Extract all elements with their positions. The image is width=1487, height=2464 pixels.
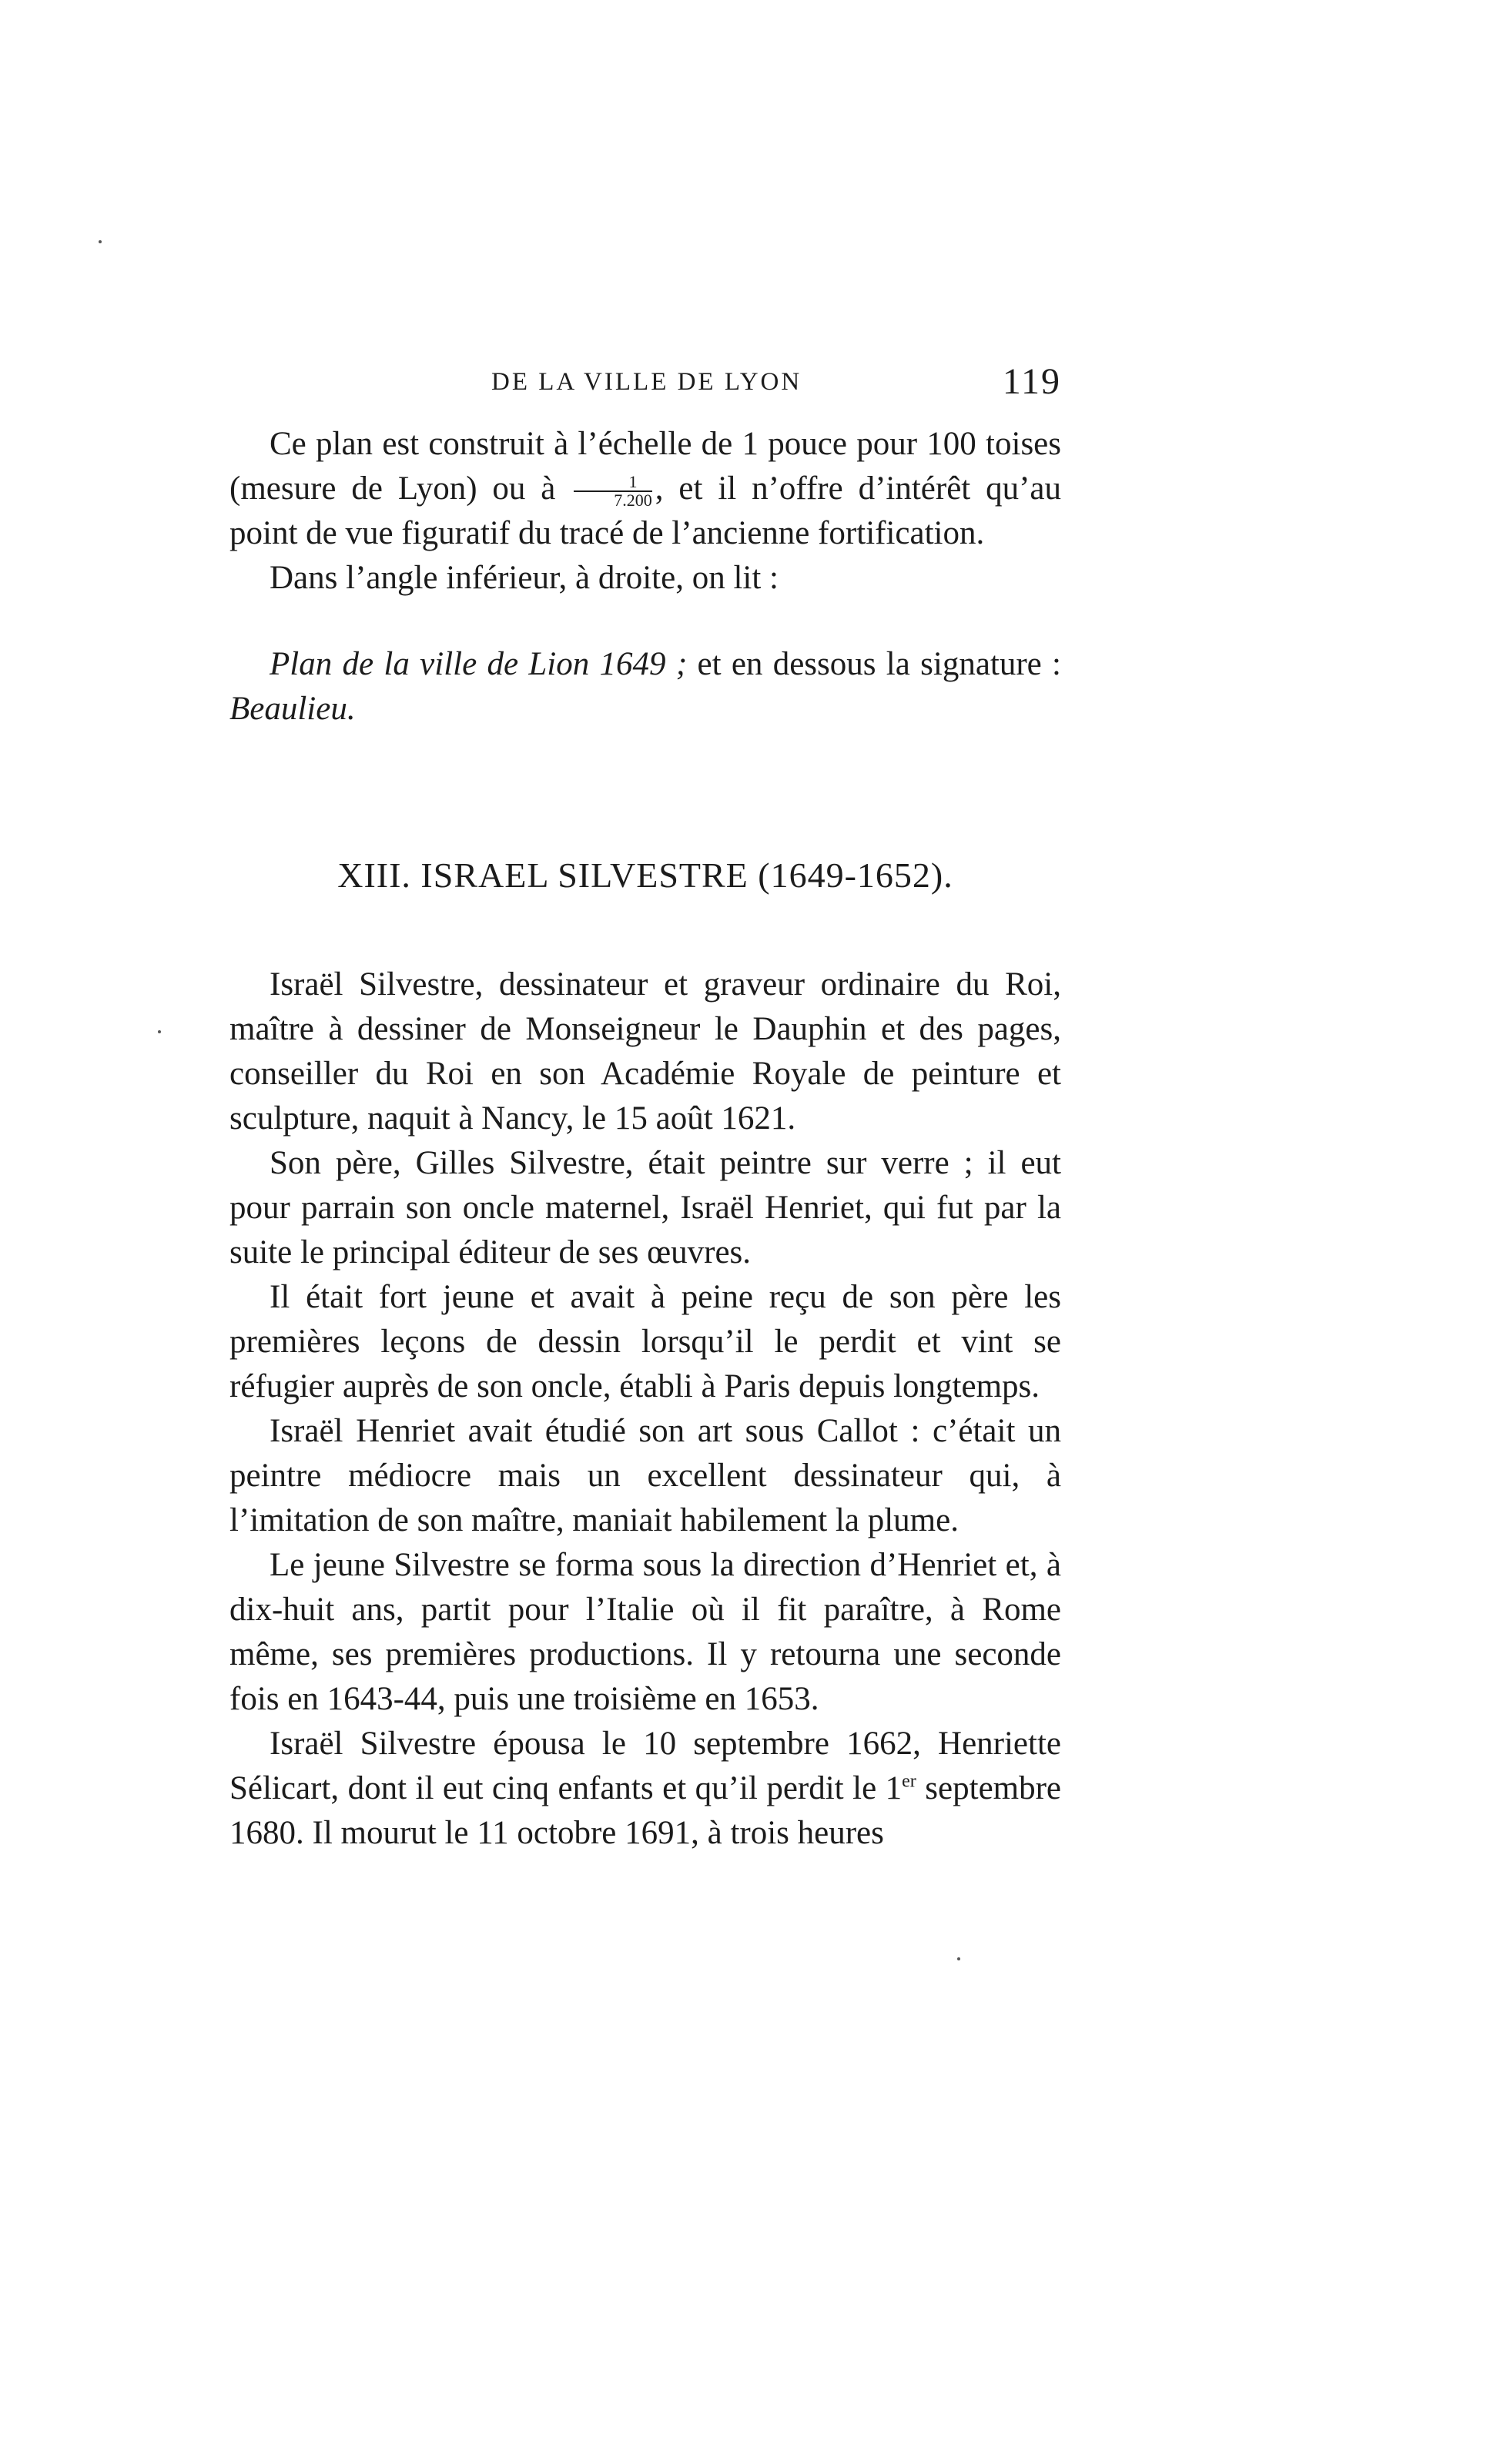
- paragraph: Israël Silvestre, dessinateur et graveur ordinaire du Roi, maître à dessiner de Monseigneur le Dauphin et des pages, conseiller du Roi en son Académie Royale de peinture et sculpture, naquit à Nancy, le 15 août 1621.: [229, 966, 1061, 1137]
- section-title: XIII. ISRAEL SILVESTRE (1649-1652).: [337, 855, 953, 895]
- paragraph-text: et en dessous la signature :: [697, 646, 1062, 682]
- paragraph: [229, 1722, 1061, 1856]
- italic-year: 1649 ;: [599, 646, 688, 682]
- fraction-denominator: 7.200: [614, 490, 652, 511]
- superscript: er: [902, 1771, 916, 1792]
- quoted-inscription: [229, 642, 1061, 732]
- paragraph: Il était fort jeune et avait à peine reçu de son père les premières leçons de dessin lorsqu’il le perdit et vint se réfugier auprès de son oncle, établi à Paris depuis longtemps.: [229, 1279, 1061, 1404]
- paragraph: [229, 422, 1061, 556]
- paragraph-text: Ce plan est construit à l’échelle de 1 pouce pour 100 toises (mesure de Lyon) ou à: [229, 426, 1061, 507]
- fraction-numerator: 1: [574, 474, 652, 492]
- page-header: [229, 360, 1061, 407]
- paragraph: Le jeune Silvestre se forma sous la direction d’Henriet et, à dix-huit ans, partit pour l’Italie où il fit paraître, à Rome même, ses premières productions. Il y retourna une seconde fois en 1643-44, puis une troisième en 1653.: [229, 1547, 1061, 1717]
- body-paragraphs: [229, 962, 1061, 1856]
- scale-fraction: [574, 474, 652, 509]
- italic-plan-title: Plan de la ville de Lion: [270, 646, 590, 682]
- intro-paragraphs: [229, 422, 1061, 601]
- paper-speck: [957, 1957, 960, 1960]
- paper-speck: [99, 240, 102, 243]
- paragraph-text: Israël Silvestre épousa le 10 septembre 1662, Henriette Sélicart, dont il eut cinq enfants et qu’il perdit le 1: [229, 1726, 1061, 1806]
- paragraph: Israël Henriet avait étudié son art sous Callot : c’était un peintre médiocre mais un excellent dessinateur qui, à l’imitation de son maître, maniait habilement la plume.: [229, 1413, 1061, 1538]
- signature-name: Beaulieu.: [229, 691, 356, 727]
- paper-speck: [158, 1030, 161, 1033]
- running-title: DE LA VILLE DE LYON: [491, 368, 802, 396]
- paragraph: Son père, Gilles Silvestre, était peintre sur verre ; il eut pour parrain son oncle maternel, Israël Henriet, qui fut par la suite le principal éditeur de ses œuvres.: [229, 1145, 1061, 1270]
- page-number: 119: [1002, 361, 1061, 402]
- paragraph-text: , et il n’offre d’intérêt qu’au point de vue figuratif du tracé de l’ancienne fortification.: [229, 470, 1062, 551]
- paragraph-text: septembre 1680. Il mourut le 11 octobre 1691, à trois heures: [229, 1770, 1062, 1851]
- paragraph: [229, 642, 1061, 732]
- paragraph: Dans l’angle inférieur, à droite, on lit :: [270, 560, 779, 596]
